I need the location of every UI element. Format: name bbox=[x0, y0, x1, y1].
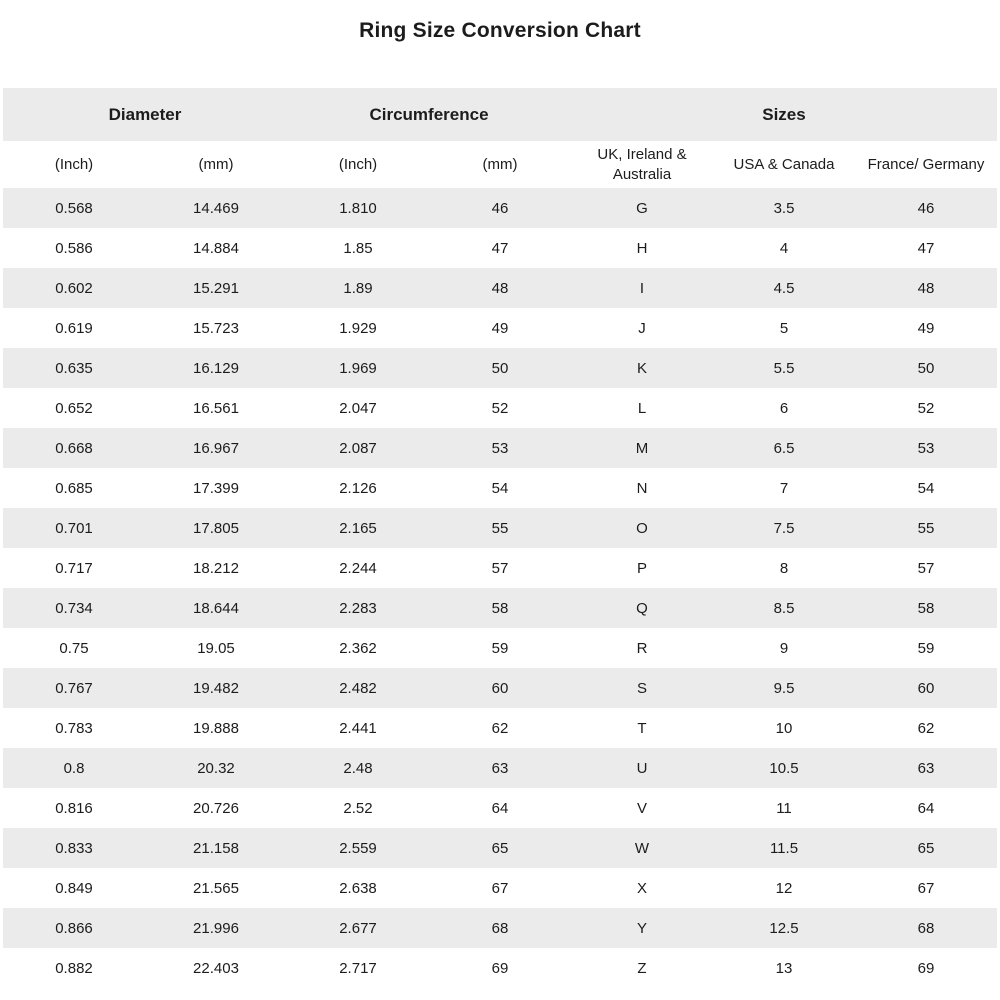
table-row bbox=[3, 228, 997, 268]
table-cell: 49 bbox=[491, 319, 509, 337]
table-cell: 10 bbox=[775, 719, 793, 737]
table-row bbox=[3, 588, 997, 628]
table-row bbox=[3, 948, 997, 988]
table-cell: 0.568 bbox=[55, 199, 93, 217]
table-cell: O bbox=[636, 519, 648, 537]
table-cell: 2.441 bbox=[339, 719, 377, 737]
table-cell: T bbox=[637, 719, 647, 737]
table-cell: 2.559 bbox=[339, 839, 377, 857]
table-cell: 0.75 bbox=[59, 639, 89, 657]
table-cell: 0.635 bbox=[55, 359, 93, 377]
table-cell: 67 bbox=[917, 879, 935, 897]
table-cell: 55 bbox=[917, 519, 935, 537]
table-cell: 2.48 bbox=[343, 759, 373, 777]
table-row bbox=[3, 468, 997, 508]
table-cell: 58 bbox=[491, 599, 509, 617]
group-header-sizes: Sizes bbox=[571, 88, 997, 141]
table-cell: 14.469 bbox=[193, 199, 239, 217]
table-cell: 17.399 bbox=[193, 479, 239, 497]
table-cell: K bbox=[636, 359, 647, 377]
table-cell: 19.482 bbox=[193, 679, 239, 697]
col-header-usa-canada: USA & Canada bbox=[713, 141, 855, 188]
table-cell: 7 bbox=[779, 479, 789, 497]
table-row bbox=[3, 428, 997, 468]
table-cell: 53 bbox=[917, 439, 935, 457]
table-cell: 2.677 bbox=[339, 919, 377, 937]
table-cell: 2.165 bbox=[339, 519, 377, 537]
col-header-circumference-mm: (mm) bbox=[429, 141, 571, 188]
table-cell: 5.5 bbox=[773, 359, 795, 377]
table-cell: 65 bbox=[917, 839, 935, 857]
table-cell: 15.723 bbox=[193, 319, 239, 337]
table-cell: 62 bbox=[491, 719, 509, 737]
table-cell: M bbox=[635, 439, 649, 457]
table-cell: 54 bbox=[491, 479, 509, 497]
table-cell: 2.126 bbox=[339, 479, 377, 497]
table-cell: 17.805 bbox=[193, 519, 239, 537]
table-cell: W bbox=[634, 839, 650, 857]
table-cell: 6 bbox=[779, 399, 789, 417]
table-cell: X bbox=[636, 879, 647, 897]
table-cell: 0.602 bbox=[55, 279, 93, 297]
table-cell: 48 bbox=[917, 279, 935, 297]
table-cell: Q bbox=[636, 599, 648, 617]
group-header-diameter: Diameter bbox=[3, 88, 287, 141]
table-cell: 21.996 bbox=[193, 919, 239, 937]
table-cell: 11.5 bbox=[769, 839, 799, 857]
table-row bbox=[3, 268, 997, 308]
table-cell: H bbox=[636, 239, 648, 257]
table-cell: 20.32 bbox=[197, 759, 235, 777]
table-cell: 68 bbox=[917, 919, 935, 937]
table-cell: 1.969 bbox=[339, 359, 377, 377]
table-cell: 2.087 bbox=[339, 439, 377, 457]
table-cell: 0.882 bbox=[55, 959, 93, 977]
table-cell: 19.05 bbox=[197, 639, 235, 657]
table-row bbox=[3, 868, 997, 908]
table-cell: 47 bbox=[917, 239, 935, 257]
group-header-row bbox=[3, 88, 997, 141]
table-cell: 0.833 bbox=[55, 839, 93, 857]
table-cell: 47 bbox=[491, 239, 509, 257]
table-cell: 7.5 bbox=[773, 519, 795, 537]
table-cell: 12.5 bbox=[769, 919, 799, 937]
table-cell: 2.717 bbox=[339, 959, 377, 977]
table-row bbox=[3, 908, 997, 948]
table-cell: 50 bbox=[491, 359, 509, 377]
table-cell: 0.816 bbox=[55, 799, 93, 817]
table-cell: 0.652 bbox=[55, 399, 93, 417]
table-cell: 0.734 bbox=[55, 599, 93, 617]
table-cell: Y bbox=[636, 919, 647, 937]
table-cell: 1.929 bbox=[339, 319, 377, 337]
table-cell: 0.849 bbox=[55, 879, 93, 897]
table-cell: 52 bbox=[917, 399, 935, 417]
table-cell: 22.403 bbox=[193, 959, 239, 977]
table-cell: 0.586 bbox=[55, 239, 93, 257]
ring-size-conversion-table bbox=[3, 88, 997, 988]
table-cell: 14.884 bbox=[193, 239, 239, 257]
table-cell: 59 bbox=[491, 639, 509, 657]
table-cell: 13 bbox=[775, 959, 793, 977]
table-cell: U bbox=[636, 759, 648, 777]
table-cell: G bbox=[636, 199, 648, 217]
table-cell: 58 bbox=[917, 599, 935, 617]
table-cell: 6.5 bbox=[773, 439, 795, 457]
table-cell: 2.244 bbox=[339, 559, 377, 577]
table-row bbox=[3, 548, 997, 588]
table-cell: 21.158 bbox=[193, 839, 239, 857]
table-cell: 9.5 bbox=[773, 679, 795, 697]
table-cell: 8.5 bbox=[773, 599, 795, 617]
table-cell: 9 bbox=[779, 639, 789, 657]
table-row bbox=[3, 748, 997, 788]
table-cell: 1.810 bbox=[339, 199, 377, 217]
table-cell: P bbox=[636, 559, 647, 577]
table-cell: 16.129 bbox=[193, 359, 239, 377]
table-cell: Z bbox=[637, 959, 647, 977]
table-cell: 0.767 bbox=[55, 679, 93, 697]
table-cell: 69 bbox=[491, 959, 509, 977]
table-cell: 68 bbox=[491, 919, 509, 937]
table-cell: 67 bbox=[491, 879, 509, 897]
table-cell: 19.888 bbox=[193, 719, 239, 737]
table-cell: 46 bbox=[917, 199, 935, 217]
table-cell: 5 bbox=[779, 319, 789, 337]
table-cell: 64 bbox=[917, 799, 935, 817]
table-cell: 53 bbox=[491, 439, 509, 457]
table-cell: 0.685 bbox=[55, 479, 93, 497]
table-row bbox=[3, 388, 997, 428]
table-cell: 62 bbox=[917, 719, 935, 737]
table-header bbox=[3, 88, 997, 188]
table-cell: 1.85 bbox=[343, 239, 373, 257]
col-header-diameter-mm: (mm) bbox=[145, 141, 287, 188]
table-row bbox=[3, 188, 997, 228]
table-cell: 11 bbox=[776, 799, 792, 817]
table-cell: 2.52 bbox=[343, 799, 373, 817]
table-cell: 60 bbox=[491, 679, 509, 697]
table-cell: 21.565 bbox=[193, 879, 239, 897]
table-cell: 3.5 bbox=[773, 199, 795, 217]
table-cell: 49 bbox=[917, 319, 935, 337]
table-cell: R bbox=[636, 639, 648, 657]
table-cell: 10.5 bbox=[769, 759, 799, 777]
table-row bbox=[3, 308, 997, 348]
table-cell: 18.644 bbox=[193, 599, 239, 617]
col-header-diameter-inch: (Inch) bbox=[3, 141, 145, 188]
table-cell: 1.89 bbox=[343, 279, 373, 297]
table-cell: 54 bbox=[917, 479, 935, 497]
table-cell: 52 bbox=[491, 399, 509, 417]
table-cell: 63 bbox=[917, 759, 935, 777]
table-cell: 0.717 bbox=[55, 559, 93, 577]
table-cell: 4.5 bbox=[773, 279, 795, 297]
table-row bbox=[3, 508, 997, 548]
table-cell: 15.291 bbox=[193, 279, 239, 297]
table-cell: 0.866 bbox=[55, 919, 93, 937]
table-row bbox=[3, 348, 997, 388]
table-cell: 50 bbox=[917, 359, 935, 377]
table-cell: 2.638 bbox=[339, 879, 377, 897]
table-cell: 0.701 bbox=[55, 519, 93, 537]
table-cell: 2.362 bbox=[339, 639, 377, 657]
table-cell: 4 bbox=[779, 239, 789, 257]
column-header-row bbox=[3, 141, 997, 188]
table-cell: 57 bbox=[917, 559, 935, 577]
table-cell: 2.283 bbox=[339, 599, 377, 617]
table-cell: 8 bbox=[779, 559, 789, 577]
page-title: Ring Size Conversion Chart bbox=[359, 19, 641, 42]
table-cell: 59 bbox=[917, 639, 935, 657]
col-header-circumference-inch: (Inch) bbox=[287, 141, 429, 188]
table-cell: 65 bbox=[491, 839, 509, 857]
table-cell: V bbox=[636, 799, 647, 817]
table-cell: 0.668 bbox=[55, 439, 93, 457]
table-cell: 55 bbox=[491, 519, 509, 537]
table-cell: 69 bbox=[917, 959, 935, 977]
table-cell: 20.726 bbox=[193, 799, 239, 817]
table-cell: J bbox=[638, 319, 646, 337]
table-cell: 16.967 bbox=[193, 439, 239, 457]
table-row bbox=[3, 628, 997, 668]
table-body bbox=[3, 188, 997, 988]
table-cell: 63 bbox=[491, 759, 509, 777]
table-cell: 57 bbox=[491, 559, 509, 577]
table-row bbox=[3, 828, 997, 868]
table-cell: S bbox=[636, 679, 647, 697]
col-header-france-germany: France/ Germany bbox=[855, 141, 997, 188]
table-cell: 0.8 bbox=[63, 759, 85, 777]
table-cell: 60 bbox=[917, 679, 935, 697]
table-cell: 46 bbox=[491, 199, 509, 217]
table-cell: 2.482 bbox=[339, 679, 377, 697]
table-cell: 48 bbox=[491, 279, 509, 297]
group-header-circumference: Circumference bbox=[287, 88, 571, 141]
table-cell: 18.212 bbox=[193, 559, 239, 577]
table-cell: 16.561 bbox=[193, 399, 239, 417]
table-cell: N bbox=[636, 479, 648, 497]
table-cell: 2.047 bbox=[339, 399, 377, 417]
col-header-uk-ireland-australia: UK, Ireland & Australia bbox=[571, 141, 713, 188]
table-cell: I bbox=[639, 279, 645, 297]
table-row bbox=[3, 708, 997, 748]
table-cell: 0.619 bbox=[55, 319, 93, 337]
table-row bbox=[3, 788, 997, 828]
table-cell: 12 bbox=[775, 879, 793, 897]
table-cell: 64 bbox=[491, 799, 509, 817]
table-cell: L bbox=[637, 399, 647, 417]
table-cell: 0.783 bbox=[55, 719, 93, 737]
table-row bbox=[3, 668, 997, 708]
